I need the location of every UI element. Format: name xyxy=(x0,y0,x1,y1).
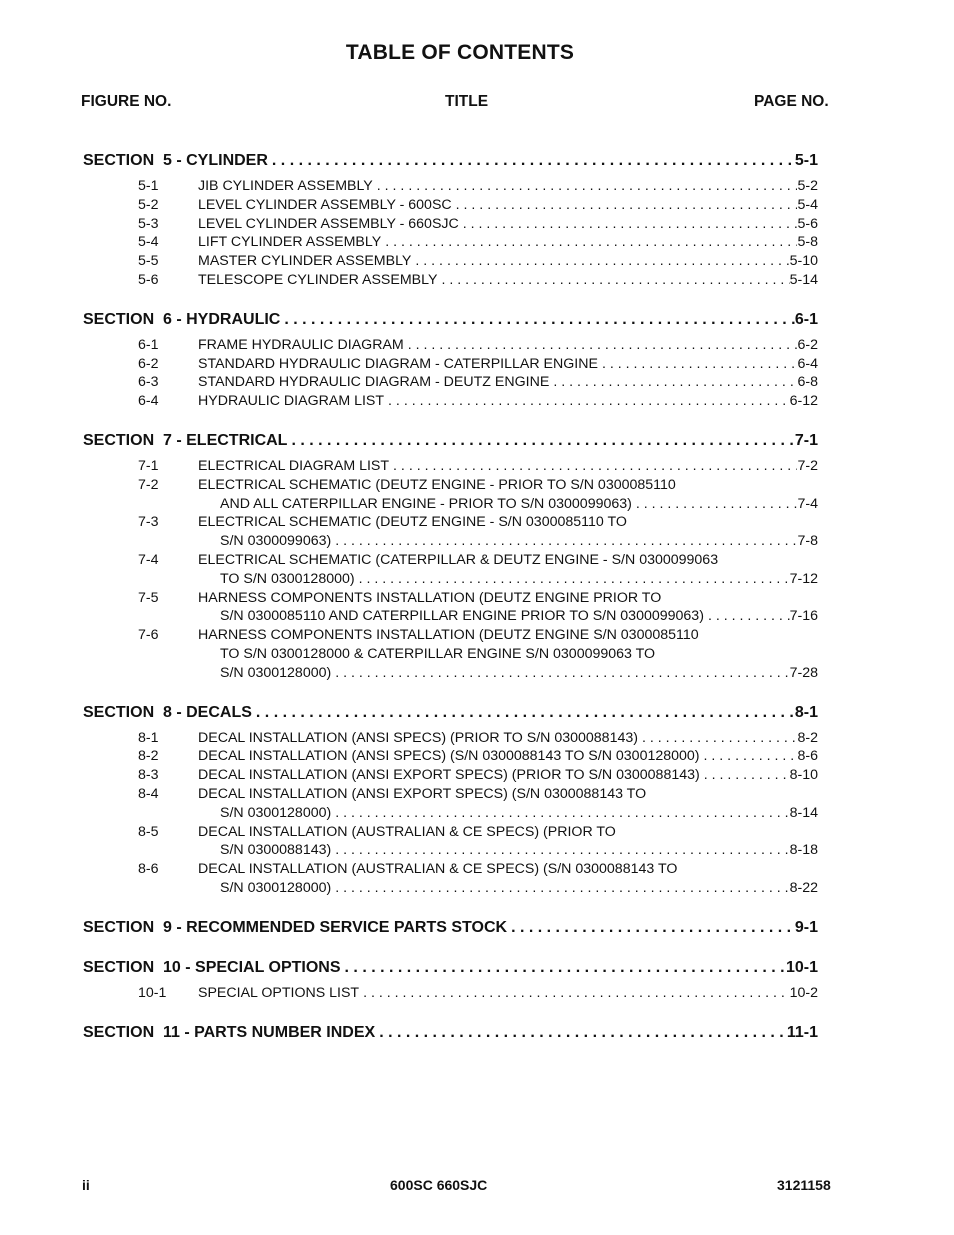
leader-dots xyxy=(345,958,786,978)
column-header-title: TITLE xyxy=(445,93,489,110)
section-title: SECTION 6 - HYDRAULIC xyxy=(83,310,281,328)
leader-dots xyxy=(359,570,790,589)
figure-title: TELESCOPE CYLINDER ASSEMBLY xyxy=(198,271,438,288)
figure-entry xyxy=(83,860,818,898)
leader-dots xyxy=(335,664,789,683)
figure-number: 8-6 xyxy=(138,861,159,878)
figure-entry xyxy=(83,215,818,234)
leader-dots xyxy=(463,215,798,234)
figure-number: 8-3 xyxy=(138,767,159,784)
section-spacer xyxy=(83,1003,818,1023)
figure-title: LIFT CYLINDER ASSEMBLY xyxy=(198,234,382,251)
section-spacer xyxy=(83,290,818,310)
leader-dots xyxy=(385,233,797,252)
figure-number: 6-1 xyxy=(138,336,159,353)
figure-number: 6-3 xyxy=(138,374,159,391)
section-heading xyxy=(83,310,818,330)
figure-page: 7-12 xyxy=(789,570,818,587)
figure-title-line xyxy=(198,513,818,532)
section-spacer xyxy=(83,411,818,431)
figure-title-line xyxy=(198,785,818,804)
figure-number: 7-1 xyxy=(138,457,159,474)
figure-entry xyxy=(83,271,818,290)
figure-page: 7-8 xyxy=(797,533,818,550)
figure-page: 5-14 xyxy=(789,271,818,288)
figure-title-line xyxy=(198,570,818,589)
figure-page: 8-18 xyxy=(789,842,818,859)
footer-page-number: ii xyxy=(82,1177,90,1193)
leader-dots xyxy=(377,177,798,196)
figure-title: DECAL INSTALLATION (ANSI SPECS) (S/N 0300088143 TO S/N 0300128000) xyxy=(198,748,700,765)
section-spacer xyxy=(83,898,818,918)
section-title: SECTION 9 - RECOMMENDED SERVICE PARTS STOCK xyxy=(83,918,508,936)
figure-title-line xyxy=(198,196,818,215)
figure-title: JIB CYLINDER ASSEMBLY xyxy=(198,178,373,194)
figure-entry xyxy=(83,392,818,411)
figure-page: 7-4 xyxy=(797,495,818,512)
figure-list xyxy=(83,984,818,1003)
leader-dots xyxy=(284,310,795,330)
figure-entry xyxy=(83,196,818,215)
section-heading xyxy=(83,918,818,938)
toc-list xyxy=(83,151,818,1063)
section-page: 9-1 xyxy=(794,918,818,936)
figure-title: S/N 0300085110 AND CATERPILLAR ENGINE PRIOR TO S/N 0300099063) xyxy=(220,608,704,625)
figure-title: AND ALL CATERPILLAR ENGINE - PRIOR TO S/N 0300099063) xyxy=(220,495,632,512)
figure-entry xyxy=(83,476,818,514)
figure-page: 6-2 xyxy=(797,336,818,353)
figure-title-line xyxy=(198,664,818,683)
figure-number: 7-4 xyxy=(138,551,159,568)
section-spacer xyxy=(83,938,818,958)
figure-list xyxy=(83,457,818,683)
leader-dots xyxy=(441,271,789,290)
section-heading xyxy=(83,1023,818,1043)
figure-number: 8-5 xyxy=(138,823,159,840)
figure-page: 6-12 xyxy=(789,393,818,410)
figure-title: MASTER CYLINDER ASSEMBLY xyxy=(198,253,412,270)
figure-page: 6-8 xyxy=(797,374,818,391)
figure-title: TO S/N 0300128000) xyxy=(220,570,355,587)
figure-entry xyxy=(83,823,818,861)
figure-title-line xyxy=(198,532,818,551)
figure-page: 7-16 xyxy=(789,608,818,625)
footer-model: 600SC 660SJC xyxy=(390,1177,488,1193)
section-heading xyxy=(83,431,818,451)
figure-number: 7-5 xyxy=(138,589,159,606)
figure-title: TO S/N 0300128000 & CATERPILLAR ENGINE S/N 0300099063 TO xyxy=(220,645,656,662)
figure-title: DECAL INSTALLATION (AUSTRALIAN & CE SPECS) (PRIOR TO xyxy=(198,823,616,840)
figure-number: 10-1 xyxy=(138,984,167,1001)
figure-title: S/N 0300088143) xyxy=(220,842,332,859)
leader-dots xyxy=(636,495,798,514)
section-heading xyxy=(83,151,818,171)
leader-dots xyxy=(379,1023,787,1043)
figure-number: 7-6 xyxy=(138,627,159,644)
figure-entry xyxy=(83,177,818,196)
leader-dots xyxy=(388,392,790,411)
figure-title-line xyxy=(198,589,818,608)
section-heading xyxy=(83,703,818,723)
figure-title: FRAME HYDRAULIC DIAGRAM xyxy=(198,336,404,353)
figure-title-line xyxy=(198,841,818,860)
figure-title: DECAL INSTALLATION (ANSI SPECS) (PRIOR TO S/N 0300088143) xyxy=(198,729,638,746)
figure-page: 8-14 xyxy=(789,804,818,821)
figure-entry xyxy=(83,233,818,252)
leader-dots xyxy=(256,703,795,723)
figure-entry xyxy=(83,589,818,627)
leader-dots xyxy=(511,918,795,938)
figure-number: 8-1 xyxy=(138,729,159,746)
figure-page: 8-22 xyxy=(789,879,818,896)
figure-number: 8-2 xyxy=(138,748,159,765)
leader-dots xyxy=(704,747,798,766)
figure-title: SPECIAL OPTIONS LIST xyxy=(198,984,360,1001)
leader-dots xyxy=(291,431,794,451)
figure-title: ELECTRICAL SCHEMATIC (CATERPILLAR & DEUTZ ENGINE - S/N 0300099063 xyxy=(198,551,719,568)
section-page: 5-1 xyxy=(794,152,818,169)
figure-title: HARNESS COMPONENTS INSTALLATION (DEUTZ ENGINE PRIOR TO xyxy=(198,589,662,606)
figure-entry xyxy=(83,626,818,682)
figure-entry xyxy=(83,355,818,374)
figure-page: 7-2 xyxy=(797,457,818,474)
section-title: SECTION 7 - ELECTRICAL xyxy=(83,431,288,449)
column-header-page: PAGE NO. xyxy=(754,93,829,110)
figure-entry xyxy=(83,766,818,785)
figure-title: STANDARD HYDRAULIC DIAGRAM - CATERPILLAR ENGINE xyxy=(198,355,598,372)
figure-number: 5-1 xyxy=(138,178,159,194)
figure-list xyxy=(83,336,818,411)
figure-entry xyxy=(83,785,818,823)
figure-number: 5-3 xyxy=(138,215,159,232)
figure-title-line xyxy=(198,984,818,1003)
figure-number: 5-5 xyxy=(138,253,159,270)
leader-dots xyxy=(335,879,789,898)
figure-title-line xyxy=(198,747,818,766)
section-heading xyxy=(83,958,818,978)
figure-page: 5-8 xyxy=(797,234,818,251)
figure-page: 8-2 xyxy=(797,729,818,746)
figure-list xyxy=(83,177,818,290)
figure-number: 5-6 xyxy=(138,271,159,288)
figure-number: 6-4 xyxy=(138,393,159,410)
section-spacer xyxy=(83,1043,818,1063)
leader-dots xyxy=(602,355,798,374)
figure-page: 5-4 xyxy=(797,196,818,213)
figure-title-line xyxy=(198,373,818,392)
figure-title: HARNESS COMPONENTS INSTALLATION (DEUTZ ENGINE S/N 0300085110 xyxy=(198,627,699,644)
figure-title-line xyxy=(198,233,818,252)
figure-entry xyxy=(83,984,818,1003)
figure-title: LEVEL CYLINDER ASSEMBLY - 660SJC xyxy=(198,215,459,232)
leader-dots xyxy=(642,729,798,748)
figure-entry xyxy=(83,551,818,589)
figure-title: LEVEL CYLINDER ASSEMBLY - 600SC xyxy=(198,196,452,213)
figure-title: S/N 0300128000) xyxy=(220,804,332,821)
page-title: TABLE OF CONTENTS xyxy=(345,41,575,64)
figure-number: 7-2 xyxy=(138,476,159,493)
leader-dots xyxy=(363,984,789,1003)
figure-entry xyxy=(83,252,818,271)
section-title: SECTION 8 - DECALS xyxy=(83,703,252,721)
section-page: 10-1 xyxy=(785,958,818,976)
leader-dots xyxy=(335,532,797,551)
figure-title: ELECTRICAL DIAGRAM LIST xyxy=(198,457,390,474)
leader-dots xyxy=(704,766,790,785)
footer-manual-number: 3121158 xyxy=(777,1177,831,1193)
figure-page: 10-2 xyxy=(789,984,818,1001)
figure-title: DECAL INSTALLATION (ANSI EXPORT SPECS) (PRIOR TO S/N 0300088143) xyxy=(198,767,700,784)
section-page: 6-1 xyxy=(794,310,818,328)
figure-list xyxy=(83,729,818,898)
leader-dots xyxy=(553,373,797,392)
figure-title-line xyxy=(198,336,818,355)
leader-dots xyxy=(335,841,789,860)
figure-title-line xyxy=(198,252,818,271)
section-spacer xyxy=(83,683,818,703)
figure-title-line xyxy=(198,215,818,234)
figure-title: DECAL INSTALLATION (ANSI EXPORT SPECS) (S/N 0300088143 TO xyxy=(198,785,647,802)
figure-page: 8-10 xyxy=(789,767,818,784)
leader-dots xyxy=(393,457,797,476)
figure-number: 8-4 xyxy=(138,785,159,802)
figure-page: 8-6 xyxy=(797,748,818,765)
figure-title: ELECTRICAL SCHEMATIC (DEUTZ ENGINE - PRIOR TO S/N 0300085110 xyxy=(198,476,676,493)
figure-entry xyxy=(83,729,818,748)
section-page: 8-1 xyxy=(794,703,818,721)
section-title: SECTION 10 - SPECIAL OPTIONS xyxy=(83,958,341,976)
leader-dots xyxy=(408,336,798,355)
leader-dots xyxy=(272,151,795,171)
figure-entry xyxy=(83,513,818,551)
figure-title-line xyxy=(198,823,818,842)
leader-dots xyxy=(335,804,789,823)
leader-dots xyxy=(708,607,790,626)
figure-entry xyxy=(83,457,818,476)
section-title: SECTION 5 - CYLINDER xyxy=(83,152,268,169)
figure-title-line xyxy=(198,729,818,748)
figure-title-line xyxy=(198,626,818,645)
figure-title: ELECTRICAL SCHEMATIC (DEUTZ ENGINE - S/N 0300085110 TO xyxy=(198,514,627,531)
figure-title: DECAL INSTALLATION (AUSTRALIAN & CE SPECS) (S/N 0300088143 TO xyxy=(198,861,678,878)
figure-number: 5-4 xyxy=(138,234,159,251)
figure-page: 6-4 xyxy=(797,355,818,372)
figure-entry xyxy=(83,336,818,355)
figure-title-line xyxy=(198,355,818,374)
figure-entry xyxy=(83,373,818,392)
figure-page: 5-10 xyxy=(789,253,818,270)
figure-page: 5-6 xyxy=(797,215,818,232)
figure-title-line xyxy=(198,879,818,898)
column-header-figure: FIGURE NO. xyxy=(81,93,172,110)
figure-title-line xyxy=(198,476,818,495)
section-page: 7-1 xyxy=(794,431,818,449)
figure-title-line xyxy=(198,551,818,570)
leader-dots xyxy=(456,196,798,215)
figure-number: 7-3 xyxy=(138,514,159,531)
figure-title-line xyxy=(198,804,818,823)
figure-title-line xyxy=(198,645,818,664)
figure-page: 7-28 xyxy=(789,664,818,681)
figure-title: HYDRAULIC DIAGRAM LIST xyxy=(198,393,385,410)
figure-title-line xyxy=(198,860,818,879)
section-title: SECTION 11 - PARTS NUMBER INDEX xyxy=(83,1023,376,1041)
figure-title-line xyxy=(198,457,818,476)
figure-title-line xyxy=(198,766,818,785)
figure-title: S/N 0300128000) xyxy=(220,664,332,681)
figure-number: 6-2 xyxy=(138,355,159,372)
section-page: 11-1 xyxy=(786,1023,818,1041)
figure-title-line xyxy=(198,495,818,514)
figure-number: 5-2 xyxy=(138,196,159,213)
figure-page: 5-2 xyxy=(797,178,818,194)
figure-title-line xyxy=(198,271,818,290)
figure-title-line xyxy=(198,607,818,626)
leader-dots xyxy=(415,252,789,271)
figure-title-line xyxy=(198,392,818,411)
figure-title: STANDARD HYDRAULIC DIAGRAM - DEUTZ ENGINE xyxy=(198,374,550,391)
figure-title: S/N 0300128000) xyxy=(220,879,332,896)
figure-entry xyxy=(83,747,818,766)
figure-title: S/N 0300099063) xyxy=(220,533,332,550)
figure-title-line xyxy=(198,177,818,196)
